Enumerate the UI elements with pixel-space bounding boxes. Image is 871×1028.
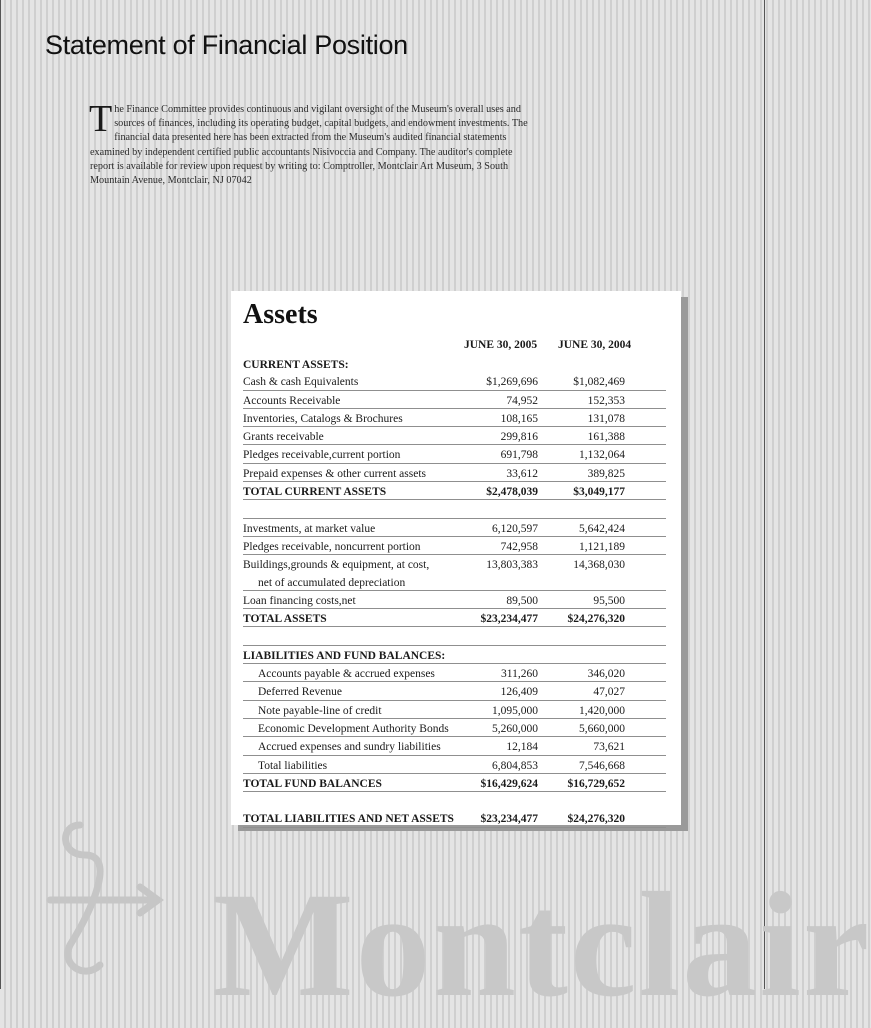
row-label: Total liabilities [258,759,328,772]
value-2005: 6,804,853 [492,759,538,772]
value-2004: $1,082,469 [573,376,625,389]
table-row [243,355,666,372]
value-2004: 73,621 [593,741,625,754]
value-2004: 389,825 [587,467,625,480]
value-2005: 311,260 [501,668,538,681]
value-2004: 152,353 [587,394,625,407]
table-row [243,519,666,537]
value-2005: $23,234,477 [480,613,538,626]
row-label: Deferred Revenue [258,686,342,699]
value-2004: 5,642,424 [579,522,625,535]
table-row [243,682,666,700]
row-label: TOTAL FUND BALANCES [243,777,382,790]
intro-dropcap: T [89,98,113,140]
row-label: LIABILITIES AND FUND BALANCES: [243,649,446,662]
table-row [243,591,666,609]
row-label: TOTAL LIABILITIES AND NET ASSETS [243,813,454,826]
page-border-right [764,0,765,989]
financial-rows [243,355,666,828]
row-label: Prepaid expenses & other current assets [243,467,426,480]
intro-text: he Finance Committee provides continuous and vigilant oversight of the Museum's overall uses and sources of finances, including its operating budget, capital budgets, and endowment investments. The financial data presented here has been extracted from the Museum's audited financial statements examined by independent certified public accountants Nisivoccia and Company. The auditor's complete report is available for review upon request by writing to: Comptroller, Montclair Art Museum, 3 South Mountain Avenue, Montclair, NJ 07042 [90,104,528,187]
table-row-spacer [243,500,666,518]
value-2005: 691,798 [500,449,538,462]
value-2005: $2,478,039 [486,486,538,499]
table-row-total [243,809,666,827]
value-2004: 47,027 [593,686,625,699]
value-2004: 346,020 [587,668,625,681]
value-2005: $16,429,624 [480,777,538,790]
row-label: Investments, at market value [243,522,376,535]
row-label: net of accumulated depreciation [258,576,406,589]
column-header-2005: JUNE 30, 2005 [464,339,538,351]
table-row-total [243,482,666,500]
value-2005: 5,260,000 [492,722,538,735]
table-row-spacer [243,627,666,645]
table-row [243,372,666,390]
museum-logo-mark-icon [40,815,170,985]
value-2005: 12,184 [506,741,538,754]
page-border-left [0,0,1,989]
value-2004: $24,276,320 [567,813,625,826]
table-row [243,409,666,427]
row-label: Accounts Receivable [243,394,341,407]
row-label: Economic Development Authority Bonds [258,722,449,735]
row-label: Loan financing costs,net [243,594,356,607]
value-2004: 1,132,064 [579,449,625,462]
page-title: Statement of Financial Position [45,30,408,60]
table-row [243,427,666,445]
value-2005: 33,612 [506,467,538,480]
value-2005: 742,958 [500,540,538,553]
value-2005: $1,269,696 [486,376,538,389]
table-row [243,555,666,572]
table-row-total [243,609,666,627]
table-row [243,573,666,591]
table-row-spacer [243,792,666,809]
table-row [243,391,666,409]
row-label: CURRENT ASSETS: [243,359,349,371]
row-label: Accrued expenses and sundry liabilities [258,741,441,754]
table-row-total [243,774,666,792]
value-2004: 5,660,000 [579,722,625,735]
row-label: Inventories, Catalogs & Brochures [243,412,403,425]
value-2005: 13,803,383 [486,559,538,572]
table-row [243,737,666,755]
table-row [243,646,666,664]
value-2004: 1,420,000 [579,704,625,717]
column-header-2004: JUNE 30, 2004 [558,339,632,351]
row-label: Pledges receivable, noncurrent portion [243,540,421,553]
row-label: Cash & cash Equivalents [243,376,359,389]
value-2004: 7,546,668 [579,759,625,772]
assets-table-card [231,291,681,825]
table-row [243,701,666,719]
value-2005: $23,234,477 [480,813,538,826]
row-label: TOTAL ASSETS [243,613,327,626]
value-2004: $16,729,652 [567,777,625,790]
value-2004: 14,368,030 [573,559,625,572]
value-2004: 131,078 [587,412,625,425]
table-row [243,756,666,774]
row-label: Buildings,grounds & equipment, at cost, [243,559,430,572]
table-title: Assets [243,299,318,330]
watermark-montclair: Montclair [212,862,871,1028]
value-2005: 74,952 [506,394,538,407]
table-row [243,537,666,555]
row-label: Grants receivable [243,431,324,444]
row-label: Accounts payable & accrued expenses [258,668,435,681]
value-2005: 126,409 [500,686,538,699]
value-2005: 6,120,597 [492,522,538,535]
intro-paragraph [89,98,530,188]
value-2005: 1,095,000 [492,704,538,717]
row-label: TOTAL CURRENT ASSETS [243,486,387,499]
table-row [243,445,666,463]
row-label: Note payable-line of credit [258,704,382,717]
table-row [243,464,666,482]
value-2004: 95,500 [593,594,625,607]
value-2004: 1,121,189 [579,540,625,553]
row-label: Pledges receivable,current portion [243,449,401,462]
table-row [243,719,666,737]
value-2004: $24,276,320 [567,613,625,626]
value-2004: $3,049,177 [573,486,625,499]
value-2004: 161,388 [587,431,625,444]
value-2005: 108,165 [500,412,538,425]
value-2005: 299,816 [500,431,538,444]
value-2005: 89,500 [506,594,538,607]
table-row [243,664,666,682]
